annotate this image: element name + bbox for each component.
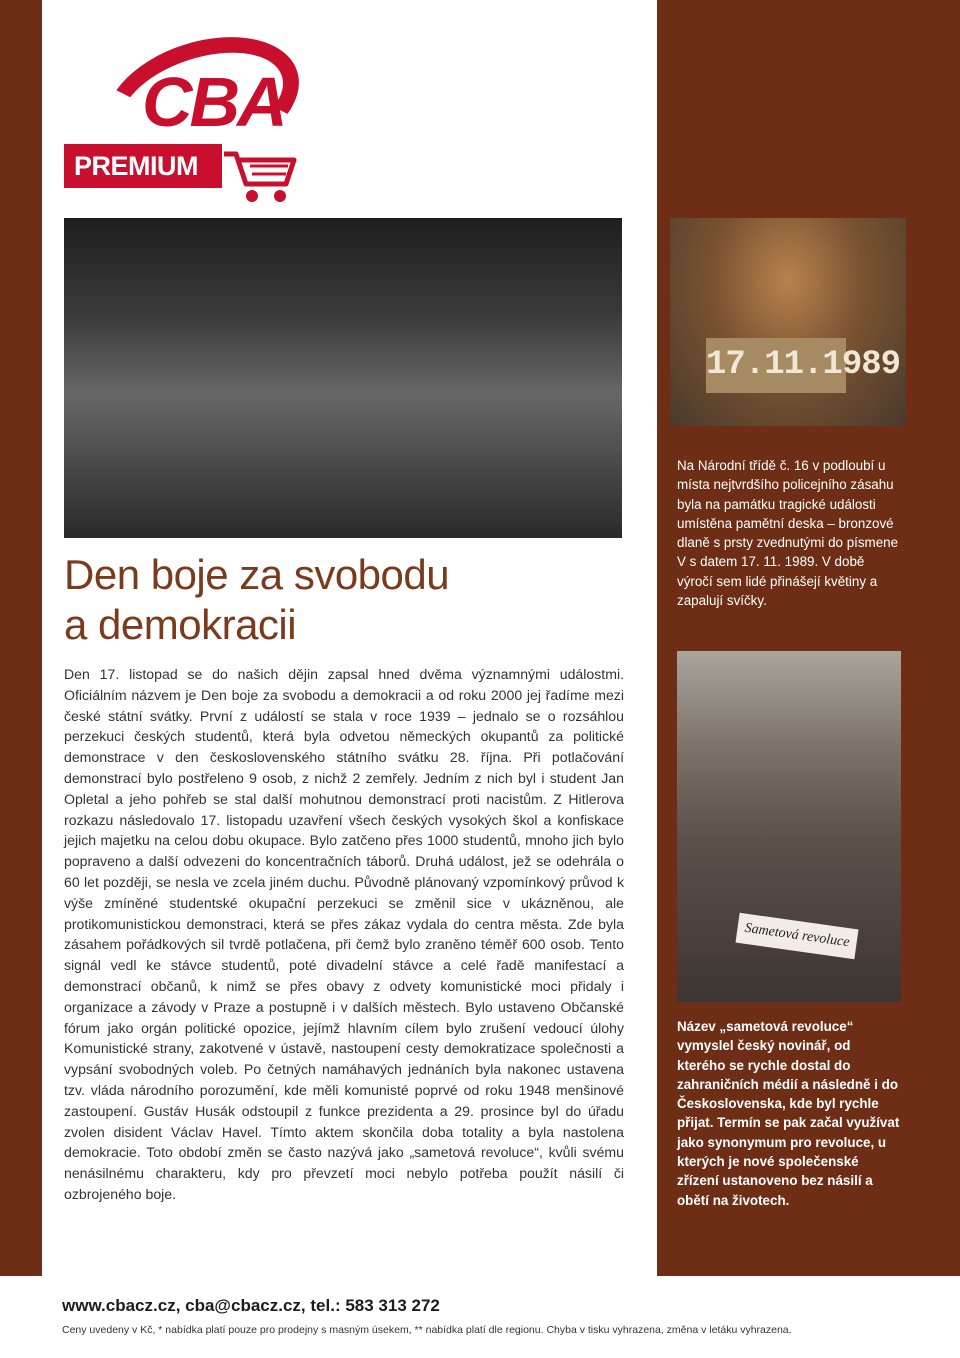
plaque-date: 17.11.1989 <box>706 338 846 393</box>
logo-wordmark: CBA <box>142 63 285 141</box>
footer-contact: www.cbacz.cz, cba@cbacz.cz, tel.: 583 313 272 <box>62 1296 440 1315</box>
logo-premium-label: PREMIUM <box>64 144 222 188</box>
footer-disclaimer: Ceny uvedeny v Kč, * nabídka platí pouze pro prodejny s masným úsekem, ** nabídka platí dle regionu. Chyba v tisku vyhrazena, změna v letáku vyhrazena. <box>62 1324 792 1336</box>
banner-text: Sametová revoluce <box>735 913 858 959</box>
photo-wenceslas-square-crowd <box>677 651 901 1002</box>
caption-memorial: Na Národní třídě č. 16 v podloubí u místa nejtvrdšího policejního zásahu byla na památku tragické události umístěna pamětní deska – bronzové dlaně s prsty zvednutými do písmene V s datem 17. 11. 1989. V době výročí sem lidé přinášejí květiny a zapalují svíčky. <box>677 458 899 609</box>
page-title <box>64 550 624 650</box>
left-border-strip <box>0 0 42 1276</box>
cba-premium-logo <box>62 42 292 202</box>
right-border-strip <box>917 0 960 1276</box>
title-line-2: a demokracii <box>64 601 297 648</box>
shopping-cart-icon <box>222 134 302 214</box>
photo-memorial-plaque <box>670 218 906 426</box>
title-line-1: Den boje za svobodu <box>64 551 450 598</box>
photo-demonstration-police <box>64 218 622 538</box>
article-body <box>64 664 624 1205</box>
article-paragraph: Den 17. listopad se do našich dějin zapsal hned dvěma významnými událostmi. Oficiálním názvem je Den boje za svobodu a demokracii a od roku 2000 jej řadíme mezi české státní svátky. První z událostí se stala v roce 1939 – jednalo se o rozsáhlou perzekuci českých studentů, která byla odvetou německých okupantů za politické demonstrace v den československého státního svátku 28. října. Při potlačování demonstrací bylo postřeleno 9 osob, z nichž 2 zemřely. Jedním z nich byl i student Jan Opletal a jeho pohřeb se stal další mohutnou demonstrací proti nacistům. Z Hitlerova rozkazu následovalo 17. listopadu uzavření všech českých vysokých škol a konfiskace jejich majetku na celou dobu okupace. Bylo zatčeno přes 1000 studentů, mnoho jich bylo popraveno a další odvezeni do koncentračních táborů. Druhá událost, jež se odehrála o 60 let později, se nesla ve zcela jiném duchu. Původně plánovaný vzpomínkový průvod k výše zmíněné studentské okupační perzekuci se změnil sice v ukázněnou, ale protikomunistickou demonstraci, která se přes zákaz vydala do centra města. Zde byla zásahem pořádkových sil tvrdě potlačena, při čemž bylo zraněno téměř 600 osob. Tento signál vedl ke stávce studentů, poté divadelní stávce a celé řadě manifestací a demonstrací občanů, k nimž se přes obavy z odvety komunistické moci přidaly i organizace a závody v Praze a postupně i v dalších městech. Bylo ustaveno Občanské fórum jako orgán politické opozice, jejímž hlavním cílem bylo zrušení vedoucí úlohy Komunistické strany, zakotvené v ústavě, nastoupení cesty demokratizace společnosti a vypsání svobodných voleb. Po četných namáhavých jednáních byla nakonec ustavena tzv. vláda národního porozumění, kde měli komunisté poprvé od roku 1948 menšinové zastoupení. Gustáv Husák odstoupil z funkce prezidenta a 29. prosince byl do úřadu zvolen disident Václav Havel. Tímto aktem skončila doba totality a byla nastolena demokracie. Toto období změn se často nazývá jako „sametová revoluce“, kvůli svému nenásilnému charakteru, kdy pro převzetí moci nebylo potřeba použít násilí či ozbrojeného boje. <box>64 666 624 1202</box>
caption-velvet-revolution: Název „sametová revoluce“ vymyslel český novinář, od kterého se rychle dostal do zahraničních médií a následně i do Československa, kde byl rychle přijat. Termín se pak začal využívat jako synonymum pro revoluce, u kterých je nové společenské zřízení ustanoveno bez násilí a obětí na životech. <box>677 1019 900 1208</box>
